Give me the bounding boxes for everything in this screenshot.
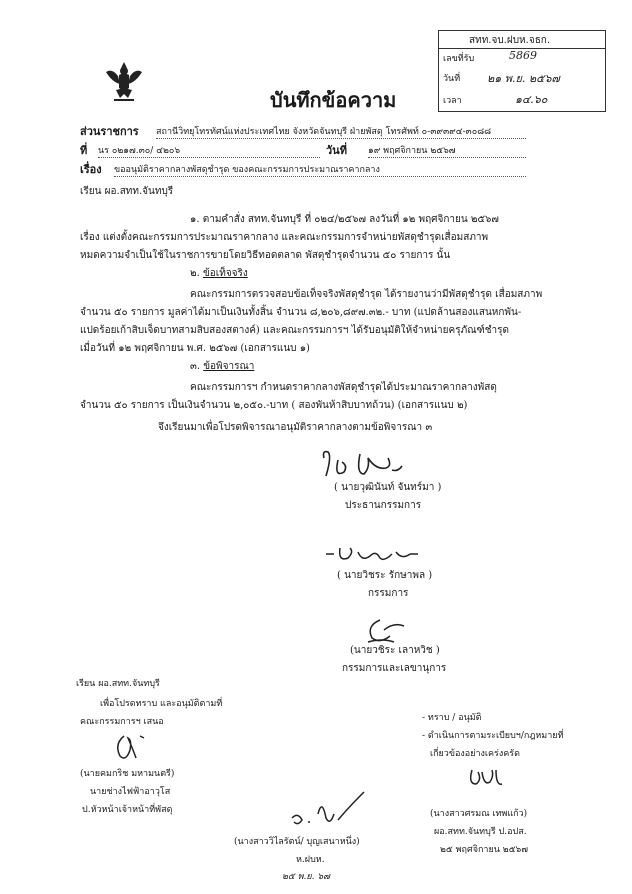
para2-line4: เมื่อวันที่ ๑๒ พฤศจิกายน พ.ศ. ๒๕๖๗ (เอกสารแนบ ๑) [80, 343, 310, 354]
section2-heading [190, 266, 248, 281]
footer-left-name: (นายคมกริช มหามนตรี) [80, 769, 175, 779]
footer-left-line2: คณะกรรมการฯ เสนอ [80, 717, 164, 727]
garuda-emblem-icon [102, 58, 146, 104]
para2-line2: จำนวน ๕๐ รายการ มูลค่าได้มาเป็นเงินทั้งสิ้น จำนวน ๘,๒๐๖,๘๙๗.๓๒.- บาท (แปดล้านสองแสนหกพัน- [80, 307, 522, 318]
stamp-date: ๒๑ พ.ย. ๒๕๖๗ [487, 72, 560, 85]
section2-title: ข้อเท็จจริง [202, 268, 248, 279]
footer-right-line2: - ดำเนินการตามระเบียบฯ/กฎหมายที่ [422, 731, 564, 741]
footer-right-name: (นางสาวศรมณ เทพแก้ว) [430, 809, 528, 819]
para1-line1: ๑. ตามคำสั่ง สทท.จันทบุรี ที่ ๐๒๔/๒๕๖๗ ลงวันที่ ๑๒ พฤศจิกายน ๒๕๖๗ [190, 214, 499, 225]
para2-line3: แปดร้อยเก้าสิบเจ็ดบาทสามสิบสองสตางค์) และคณะกรรมการฯ ได้รับอนุมัติให้จำหน่ายครุภัณฑ์ชำรุด [80, 325, 510, 336]
section3-title: ข้อพิจารณา [203, 361, 255, 372]
signature-admin-head [288, 788, 368, 834]
para1-line2: เรื่อง แต่งตั้งคณะกรรมการประมาณราคากลาง และคณะกรรมการจำหน่ายพัสดุชำรุดเสื่อมสภาพ [80, 232, 489, 243]
para2-line1: คณะกรรมการตรวจสอบข้อเท็จจริงพัสดุชำรุด ได้รายงานว่ามีพัสดุชำรุด เสื่อมสภาพ [190, 289, 543, 300]
doc-no-label: ที่ [80, 144, 88, 157]
footer-left-role1: นายช่างไฟฟ้าอาวุโส [90, 787, 171, 797]
salutation: เรียน ผอ.สทท.จันทบุรี [80, 186, 174, 197]
footer-left-line1: เพื่อโปรดทราบ และอนุมัติตามที่ [100, 699, 223, 709]
footer-left-role2: ป.หัวหน้าเจ้าหน้าที่พัสดุ [82, 805, 173, 815]
signer2-role: กรรมการ [368, 588, 409, 599]
stamp-time: ๑๔.๖๐ [515, 93, 548, 106]
para3-line2: จำนวน ๕๐ รายการ เป็นเงินจำนวน ๒,๐๕๐.-บาท ( สองพันห้าสิบบาทถ้วน) (เอกสารแนบ ๒) [80, 400, 468, 411]
signature-committee [322, 542, 422, 566]
signer2-name: ( นายวิชระ รักษาพล ) [337, 570, 433, 581]
footer-right-role: ผอ.สทท.จันทบุรี ป.อปส. [434, 827, 527, 837]
footer-center-role: ห.ฝบห. [296, 855, 325, 865]
subject-value: ขออนุมัติราคากลางพัสดุชำรุด ของคณะกรรมการประมาณราคากลาง [114, 162, 526, 177]
doc-date-value: ๑๙ พฤศจิกายน ๒๕๖๗ [368, 143, 526, 158]
dept-value: สถานีวิทยุโทรทัศน์แห่งประเทศไทย จังหวัดจันทบุรี ฝ่ายพัสดุ โทรศัพท์ ๐-๓๙๓๙๔-๓๐๘๘ [156, 124, 526, 139]
dept-label: ส่วนราชการ [80, 125, 139, 138]
signer3-role: กรรมการและเลขานุการ [342, 663, 447, 674]
signer1-name: ( นายวุฒินันท์ จันทร์มา ) [334, 482, 442, 493]
signature-director [466, 764, 506, 792]
signer3-name: (นายวชิระ เลาหวิช ) [350, 645, 440, 656]
receive-stamp [438, 30, 606, 112]
section2-number: ๒. [190, 268, 200, 279]
doc-no-value: นร ๐๒๑๗.๓๐/ ๔๒๐๖ [98, 143, 320, 158]
signer1-role: ประธานกรรมการ [345, 500, 422, 511]
para3-line1: คณะกรรมการฯ กำหนดราคากลางพัสดุชำรุดได้ประมาณราคากลางพัสดุ [190, 382, 497, 393]
footer-right-date: ๒๕ พฤศจิกายน ๒๕๖๗ [440, 845, 528, 855]
stamp-receive-no: 5869 [509, 49, 537, 62]
signature-supply-head [112, 732, 148, 762]
stamp-time-label: เวลา [443, 96, 462, 106]
signature-secretary [360, 616, 410, 646]
stamp-date-label: วันที่ [443, 74, 461, 84]
closing-line: จึงเรียนมาเพื่อโปรดพิจารณาอนุมัติราคากลางตามข้อพิจารณา ๓ [158, 422, 433, 433]
doc-date-label: วันที่ [326, 144, 347, 157]
footer-right-line1: - ทราบ / อนุมัติ [422, 713, 482, 723]
stamp-receive-no-label: เลขที่รับ [443, 54, 475, 64]
footer-left-salutation: เรียน ผอ.สทท.จันทบุรี [76, 679, 160, 689]
footer-right-line3: เกี่ยวข้องอย่างเคร่งครัด [430, 749, 520, 759]
footer-center-date: ๒๕ พ.ย. ๖๗ [282, 872, 330, 882]
subject-label: เรื่อง [80, 163, 102, 176]
section3-heading [190, 359, 254, 374]
para1-line3: หมดความจำเป็นใช้ในราชการขายโดยวิธีทอดตลาด พัสดุชำรุดจำนวน ๕๐ รายการ นั้น [80, 250, 451, 261]
stamp-org: สทท.จบ.ฝบห.จธก. [469, 35, 551, 46]
page-title: บันทึกข้อความ [270, 88, 397, 112]
section3-number: ๓. [190, 361, 201, 372]
footer-center-name: (นางสาววิไลรัตน์/ บุญเสนาหนึ่ง) [234, 837, 360, 847]
signature-chairman [318, 448, 408, 482]
